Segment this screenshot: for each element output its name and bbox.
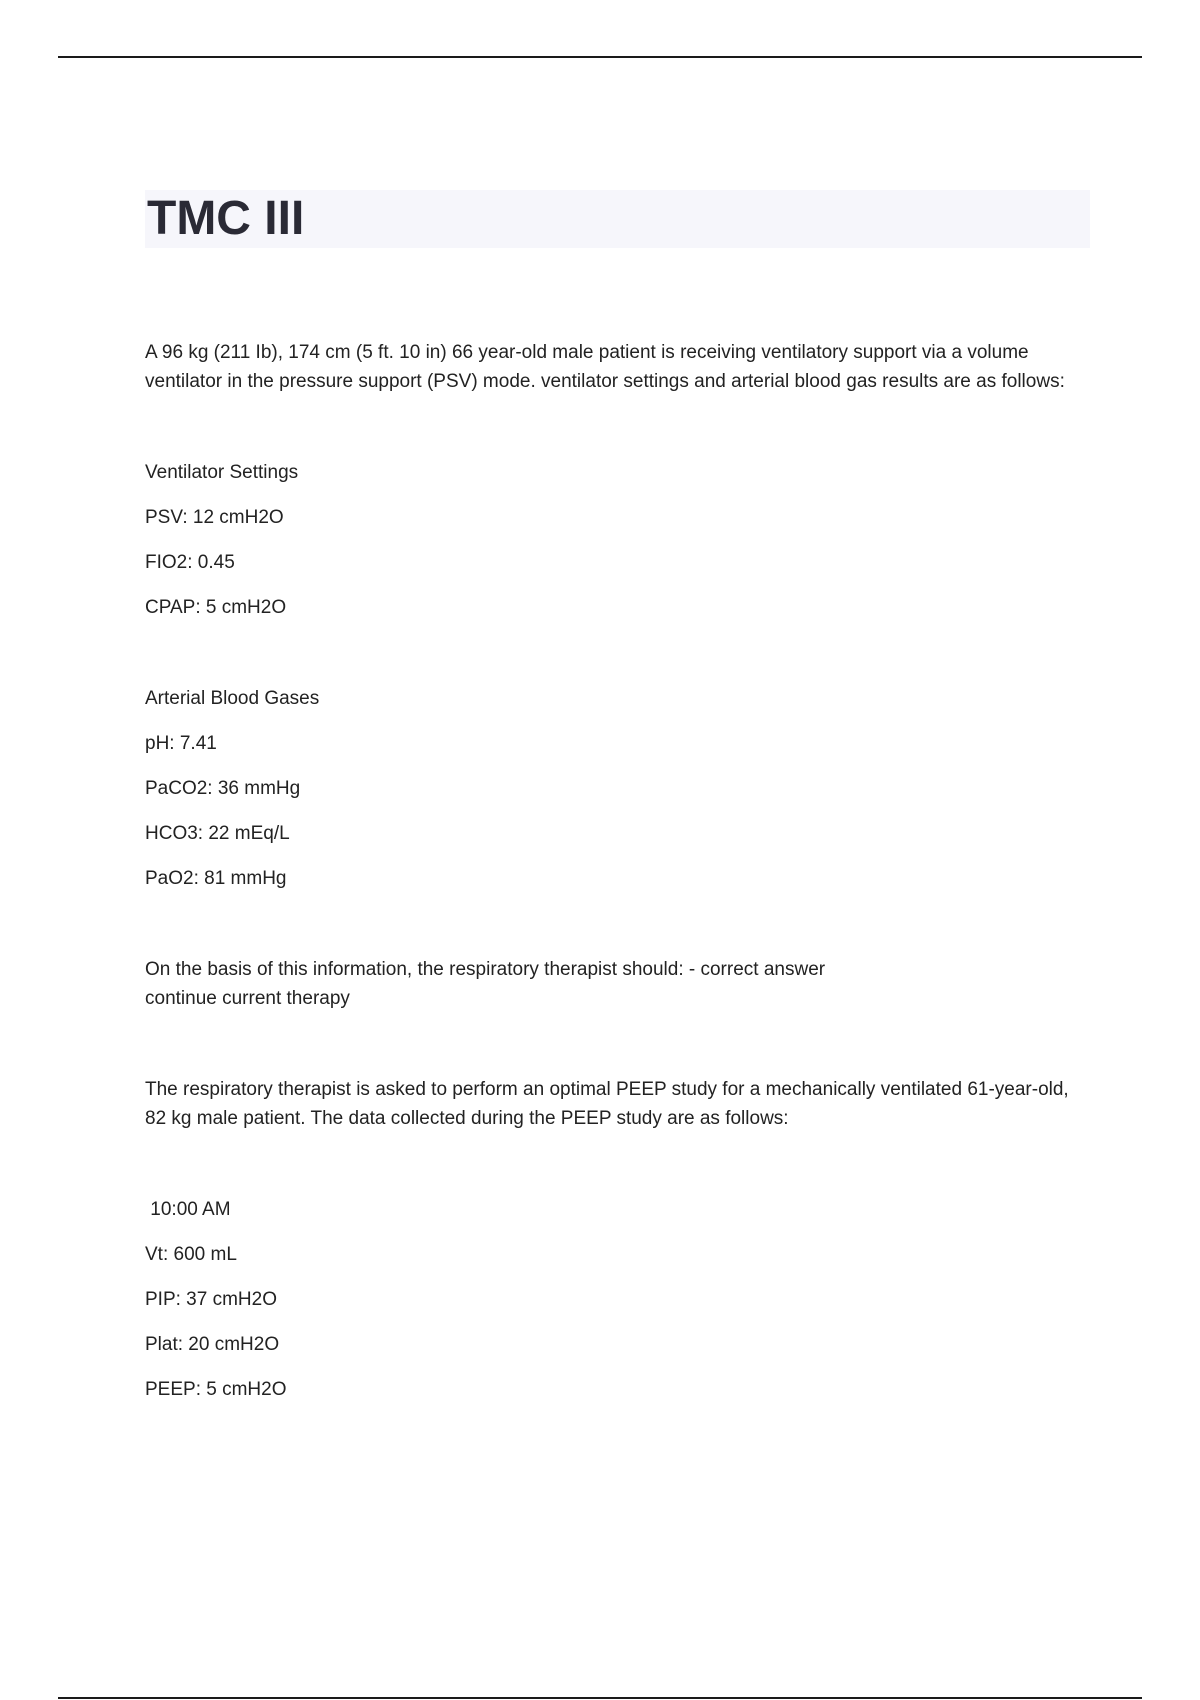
setting-cpap: CPAP: 5 cmH2O [145,597,287,618]
ventilator-settings-heading: Ventilator Settings [145,462,299,483]
peep-plat: Plat: 20 cmH2O [145,1334,280,1355]
abg-pao2: PaO2: 81 mmHg [145,868,287,889]
title-band [145,190,1090,248]
header-divider [58,56,1142,58]
answer-1-text: continue current therapy [145,988,350,1009]
question-1-text: On the basis of this information, the respiratory therapist should: - correct answer [145,959,826,980]
abg-section [145,684,1090,893]
setting-psv: PSV: 12 cmH2O [145,507,284,528]
intro-paragraph: A 96 kg (211 Ib), 174 cm (5 ft. 10 in) 66 year-old male patient is receiving ventilatory support via a volume ventilator in the pressure support (PSV) mode. ventilator settings and arterial blood gas results are as follows: [145,342,1065,392]
abg-heading: Arterial Blood Gases [145,688,320,709]
abg-hco3: HCO3: 22 mEq/L [145,823,290,844]
question-answer-1 [145,955,1090,1013]
peep-vt: Vt: 600 mL [145,1244,237,1265]
setting-fio2: FIO2: 0.45 [145,552,235,573]
ventilator-settings-section [145,458,1090,622]
document-body [145,190,1090,1404]
peep-study-intro: The respiratory therapist is asked to perform an optimal PEEP study for a mechanically ventilated 61-year-old, 82 kg male patient. The data collected during the PEEP study are as follows: [145,1079,1069,1129]
document-title: TMC III [147,192,305,245]
peep-peep: PEEP: 5 cmH2O [145,1379,287,1400]
peep-study-time: 10:00 AM [145,1199,231,1220]
peep-pip: PIP: 37 cmH2O [145,1289,277,1310]
abg-paco2: PaCO2: 36 mmHg [145,778,301,799]
peep-study-data [145,1195,1090,1404]
abg-ph: pH: 7.41 [145,733,217,754]
footer-divider [58,1697,1142,1699]
